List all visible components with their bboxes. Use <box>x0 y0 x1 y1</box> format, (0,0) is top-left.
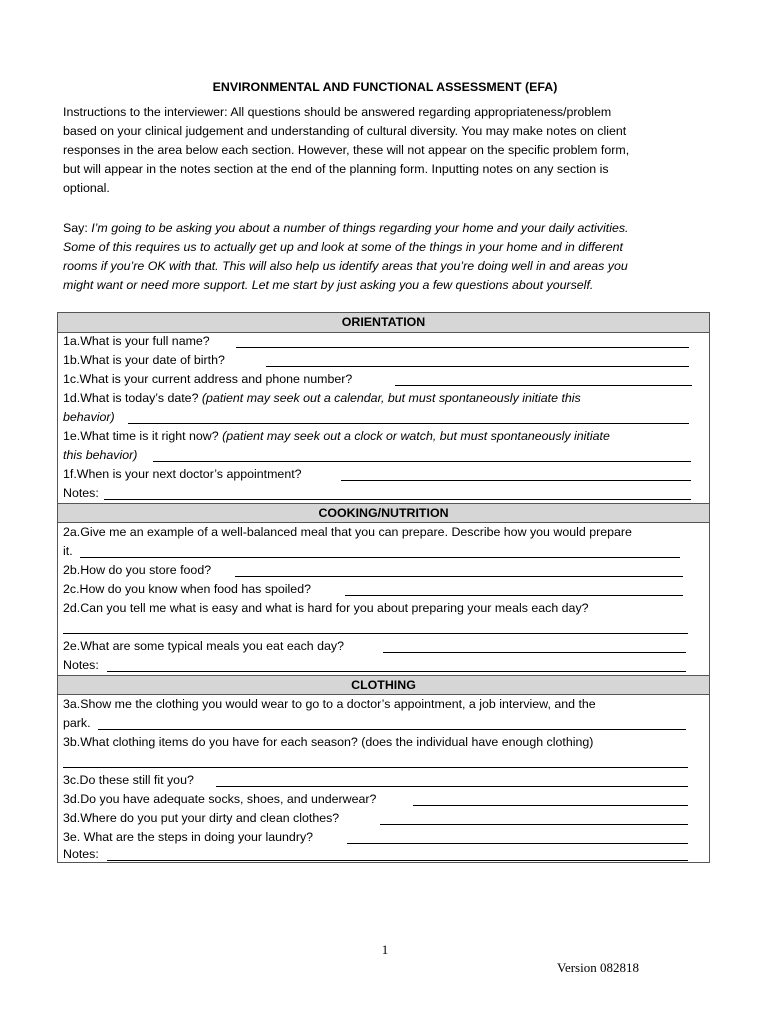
answer-line-2b[interactable] <box>235 576 683 577</box>
answer-line-3a[interactable] <box>98 729 686 730</box>
question-2e: 2e.What are some typical meals you eat each day? <box>63 639 345 653</box>
answer-line-2e[interactable] <box>383 652 686 653</box>
assessment-table <box>57 312 710 863</box>
answer-line-2a[interactable] <box>80 557 680 558</box>
question-1a: 1a.What is your full name? <box>63 334 210 348</box>
section-header-orientation: ORIENTATION <box>58 313 709 333</box>
question-3a: 3a.Show me the clothing you would wear to go to a doctor’s appointment, a job interview, and the <box>63 697 596 711</box>
say-label: Say: <box>63 221 88 235</box>
notes-label-orientation: Notes: <box>63 486 99 500</box>
notes-label-clothing: Notes: <box>63 847 99 861</box>
answer-line-1e[interactable] <box>153 461 691 462</box>
answer-line-1b[interactable] <box>266 366 689 367</box>
question-3d-second: 3d.Where do you put your dirty and clean clothes? <box>63 811 340 825</box>
answer-line-3b[interactable] <box>63 767 688 768</box>
question-2b: 2b.How do you store food? <box>63 563 212 577</box>
instructions-line: but will appear in the notes section at the end of the planning form. Inputting notes on any section is <box>63 162 609 176</box>
question-3b: 3b.What clothing items do you have for each season? (does the individual have enough clothing) <box>63 735 594 749</box>
say-line: might want or need more support. Let me start by just asking you a few questions about yourself. <box>63 278 594 292</box>
say-line: rooms if you’re OK with that. This will also help us identify areas that you’re doing well in and areas you <box>63 259 628 273</box>
answer-line-3d[interactable] <box>413 805 688 806</box>
notes-line-clothing[interactable] <box>107 860 688 861</box>
question-2a-cont: it. <box>63 544 73 558</box>
question-2d: 2d.Can you tell me what is easy and what is hard for you about preparing your meals each day? <box>63 601 589 615</box>
question-1e <box>63 427 610 446</box>
version-label: Version 082818 <box>557 960 639 975</box>
notes-line-cooking[interactable] <box>107 671 686 672</box>
answer-line-1d[interactable] <box>128 423 689 424</box>
question-1e-note: (patient may seek out a clock or watch, but must spontaneously initiate <box>222 429 610 443</box>
say-line: I’m going to be asking you about a number of things regarding your home and your daily activities. <box>87 221 629 235</box>
instructions-line: optional. <box>63 181 110 195</box>
question-3e: 3e. What are the steps in doing your laundry? <box>63 830 314 844</box>
question-1d-note-cont: behavior) <box>63 410 115 424</box>
page-number: 1 <box>381 942 389 957</box>
answer-line-3c[interactable] <box>216 786 688 787</box>
question-1c: 1c.What is your current address and phone number? <box>63 372 353 386</box>
answer-line-1c[interactable] <box>395 385 692 386</box>
question-3a-cont: park. <box>63 716 91 730</box>
question-1d <box>63 389 581 408</box>
instructions-paragraph <box>63 103 713 198</box>
instructions-line: Instructions to the interviewer: All questions should be answered regarding appropriateness/problem <box>63 105 612 119</box>
question-1d-text: 1d.What is today’s date? <box>63 391 199 405</box>
say-script-paragraph <box>63 219 713 295</box>
question-2c: 2c.How do you know when food has spoiled? <box>63 582 311 596</box>
instructions-line: responses in the area below each section. However, these will not appear on the specific problem form, <box>63 143 630 157</box>
document-title: ENVIRONMENTAL AND FUNCTIONAL ASSESSMENT (EFA) <box>212 80 558 94</box>
section-header-clothing: CLOTHING <box>58 675 709 695</box>
question-2a: 2a.Give me an example of a well-balanced meal that you can prepare. Describe how you would prepare <box>63 525 632 539</box>
question-3c: 3c.Do these still fit you? <box>63 773 194 787</box>
question-3d: 3d.Do you have adequate socks, shoes, and underwear? <box>63 792 377 806</box>
answer-line-3e[interactable] <box>347 843 688 844</box>
instructions-line: based on your clinical judgement and understanding of cultural diversity. You may make notes on client <box>63 124 627 138</box>
answer-line-2d[interactable] <box>63 633 688 634</box>
question-1d-note: (patient may seek out a calendar, but must spontaneously initiate this <box>201 391 581 405</box>
notes-line-orientation[interactable] <box>104 499 691 500</box>
question-1e-text: 1e.What time is it right now? <box>63 429 219 443</box>
answer-line-1a[interactable] <box>236 347 689 348</box>
section-header-cooking-nutrition: COOKING/NUTRITION <box>58 503 709 523</box>
question-1f: 1f.When is your next doctor’s appointment? <box>63 467 302 481</box>
say-line: Some of this requires us to actually get up and look at some of the things in your home and in different <box>63 240 623 254</box>
answer-line-1f[interactable] <box>341 480 691 481</box>
answer-line-3d-second[interactable] <box>380 824 688 825</box>
notes-label-cooking: Notes: <box>63 658 99 672</box>
question-1b: 1b.What is your date of birth? <box>63 353 225 367</box>
answer-line-2c[interactable] <box>345 595 683 596</box>
question-1e-note-cont: this behavior) <box>63 448 138 462</box>
